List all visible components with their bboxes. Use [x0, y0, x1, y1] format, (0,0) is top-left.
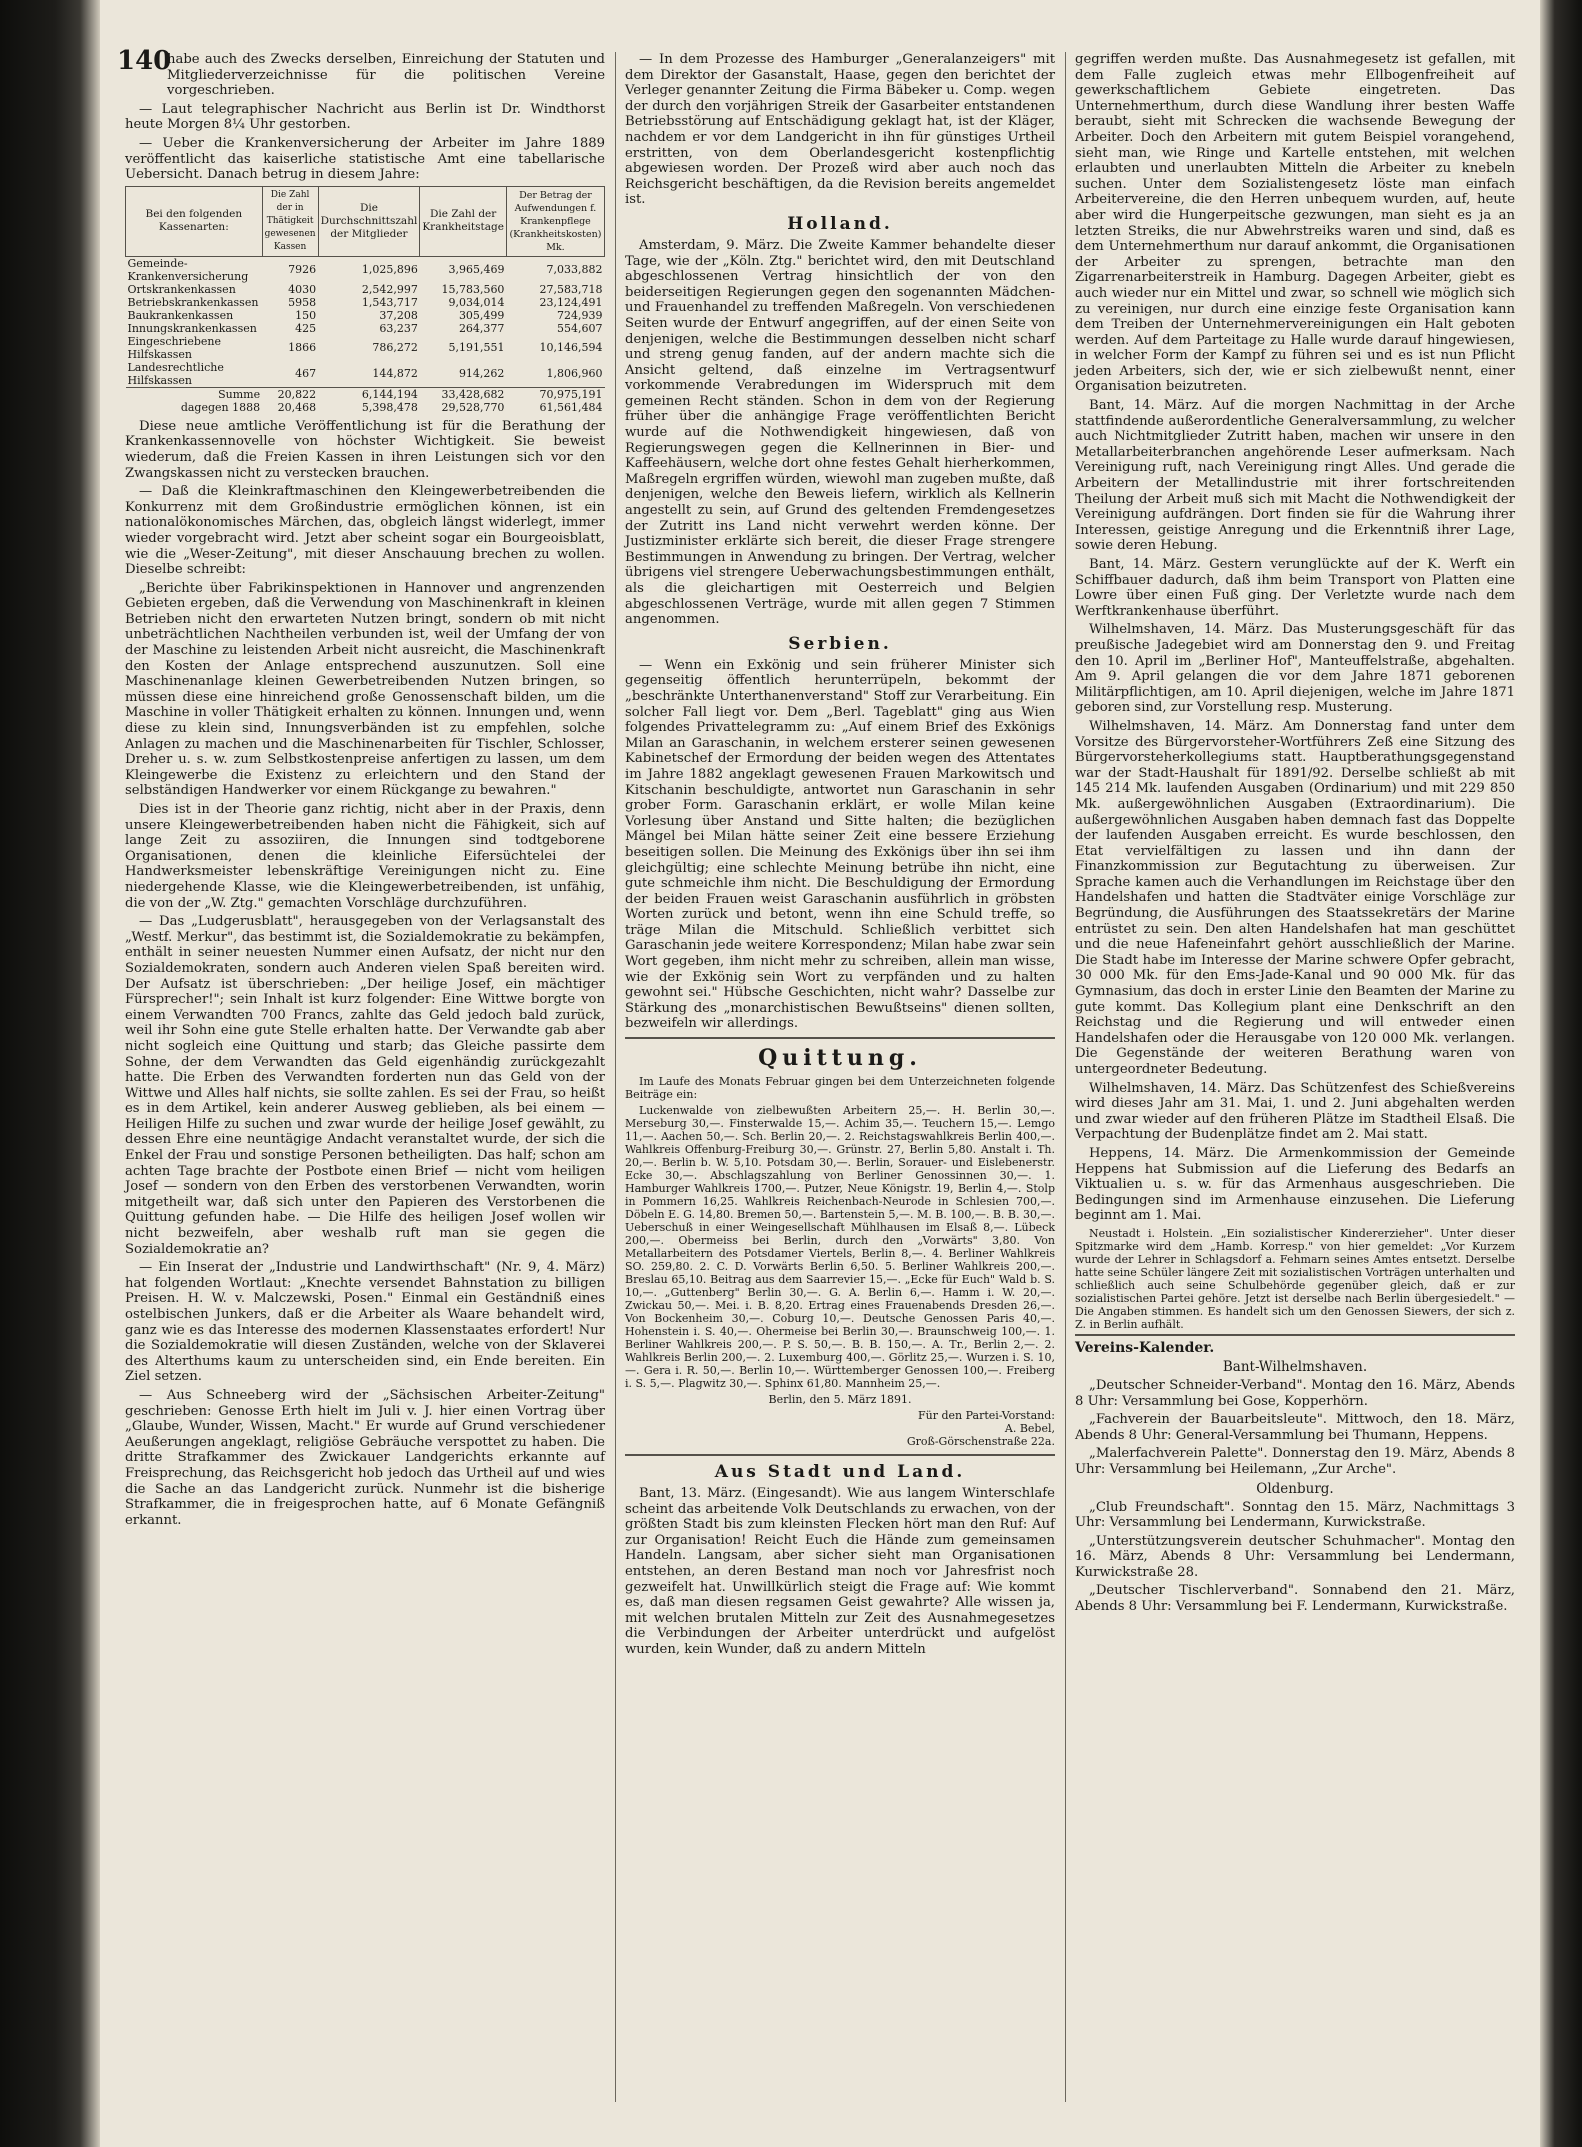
calendar-entry: „Malerfachverein Palette". Donnerstag den 19. März, Abends 8 Uhr: Versammlung bei Heilemann, „Zur Arche". — [1075, 1446, 1515, 1477]
calendar-entry: „Deutscher Schneider-Verband". Montag den 16. März, Abends 8 Uhr: Versammlung bei Gose, Kopperhörn. — [1075, 1377, 1515, 1409]
page-edge-shadow — [1540, 0, 1582, 2147]
section-heading-serbien: Serbien. — [788, 633, 892, 654]
paragraph: Diese neue amtliche Veröffentlichung ist für die Berathung der Krankenkassennovelle von höchster Wichtigkeit. Sie beweist wiederum, daß die Freien Kassen in ihren Leistungen sich vor den Zwangskassen nicht zu verstecken brauchen. — [125, 418, 605, 481]
page-number: 140 — [117, 46, 172, 76]
table-cell: 1,025,896 — [361, 263, 418, 277]
section-heading-quittung: Quittung. — [758, 1045, 922, 1072]
paragraph: Dies ist in der Theorie ganz richtig, nicht aber in der Praxis, denn unsere Kleingewerbetreibenden haben nicht die Fähigkeit, sich auf lange Zeit zu assoziiren, die Innungen sind todtgeborene Organisationen, denen die kleinliche Eifersüchtelei der Handwerksmeister lebenskräftige Vereinigungen nicht zu. Eine niedergehende Klasse, wie die Kleingewerbetreibenden, ist unfähig, die von der „W. Ztg." gemachten Vorschläge durchzuführen. — [125, 802, 605, 911]
paragraph: Bant, 14. März. Auf die morgen Nachmittag in der Arche stattfindende außerordentliche Generalversammlung, zu welcher auch Nichtmitglieder Zutritt haben, machen wir unsere in den Metallarbeiterbranchen angehörende Leser aufmerksam. Nach Vereinigung ruft, nach Vereinigung ringt Alles. Und gerade die Arbeitern der Metallindustrie mit ihrer fortschreitenden Theilung der Arbeit muß sich mit Macht die Nothwendigkeit der Vereinigung aufdrängen. Dort finden sie für die Wahrung ihrer Interessen, geistige Anregung und die Erkenntniß ihrer Lage, sowie deren Hebung. — [1075, 398, 1515, 554]
table-row — [126, 309, 605, 322]
paragraph: Im Laufe des Monats Februar gingen bei dem Unterzeichneten folgende Beiträge ein: — [625, 1075, 1055, 1102]
table-cell: 20,468 — [277, 400, 317, 414]
table-cell: 1866 — [288, 341, 317, 355]
paragraph: — Das „Ludgerusblatt", herausgegeben von der Verlagsanstalt des „Westf. Merkur", das bestimmt ist, die Sozialdemokratie zu bekämpfen, enthält in seiner neuesten Nummer einen Aufsatz, der nicht nur den Sozialdemokraten, sondern auch Anderen vielen Spaß bereiten wird. Der Aufsatz ist überschrieben: „Der heilige Josef, ein mächtiger Fürsprecher!"; sein Inhalt ist kurz folgender: Eine Wittwe borgte von einem Verwandten 700 Francs, zahlte das Geld jedoch bald zurück, weil ihr Sohn eine gute Stelle erhalten hatte. Der Verwandte gab aber nicht sogleich eine Quittung und starb; das Gleiche passirte dem Sohne, der dem Verwandten das Geld eigenhändig zurückgezahlt hatte. Die Erben des Verwandten forderten nun das Geld von der Wittwe und Alles half nichts, sie sollte zahlen. Es sei der Frau, so heißt es in dem Artikel, kein anderer Ausweg geblieben, als bei einem — Heiligen Hilfe zu suchen und zwar wurde der heilige Josef gewählt, zu dessen Ehre eine neuntägige Andacht veranstaltet wurde, der sich die Enkel der Frau und sonstige Personen betheiligten. Das half; schon am achten Tage brachte der Postbote einen Brief — nicht vom heiligen Josef — sondern von den Erben des verstorbenen Verwandten, worin mitgetheilt war, daß sich unter den Papieren des Verstorbenen die Quittung gefunden habe. — Die Hilfe des heiligen Josef wollen wir nicht bezweifeln, aber weshalb ruft man sie gegen die Sozialdemokratie an? — [125, 914, 605, 1257]
table-row — [126, 256, 605, 283]
table-cell: Innungskrankenkassen — [127, 321, 257, 335]
paragraph: Bant, 14. März. Gestern verunglückte auf der K. Werft ein Schiffbauer dadurch, daß ihm beim Transport von Platten eine Lowre über einen Fuß ging. Der Verletzte wurde nach dem Werftkrankenhause überführt. — [1075, 557, 1515, 619]
table-cell: Landesrechtliche Hilfskassen — [127, 360, 224, 387]
column-3 — [1075, 52, 1515, 1618]
table-cell: 23,124,491 — [539, 295, 603, 309]
quote-paragraph: „Berichte über Fabrikinspektionen in Hannover und angrenzenden Gebieten ergeben, daß die Verwendung von Maschinenkraft in kleinen Betrieben nicht den erwarteten Nutzen bringt, sondern ob mit nicht unbeträchtlichen Nachtheilen verbunden ist, weil der Umfang der von der Maschine zu leistenden Arbeit nicht ausreicht, die Maschinenkraft den Kosten der Anlage entsprechend auszunutzen. Soll eine Maschinenanlage kleinen Gewerbetreibenden Nutzen bringen, so müssen diese eine hinreichend große Genossenschaft bilden, um die Maschine in voller Thätigkeit erhalten zu können. Innungen und, wenn diese zu klein sind, Innungsverbänden ist zu empfehlen, solche Anlagen zu machen und die Maschinenarbeiten für Tischler, Schlosser, Dreher u. s. w. zum Selbstkostenpreise anfertigen zu lassen, um dem Kleingewerbe die Existenz zu erleichtern und den Stand der selbständigen Handwerker vor einem Rückgange zu bewahren." — [125, 580, 605, 799]
calendar-entry: „Club Freundschaft". Sonntag den 15. März, Nachmittags 3 Uhr: Versammlung bei Lendermann, Kurwickstraße. — [1075, 1499, 1515, 1531]
paragraph: Amsterdam, 9. März. Die Zweite Kammer behandelte dieser Tage, wie der „Köln. Ztg." berichtet wird, den mit Deutschland abgeschlossenen Vertrag hinsichtlich der von den beiderseitigen Regierungen gegen den sogenannten Mädchen- und Frauenhandel zu treffenden Maßregeln. Von verschiedenen Seiten wurde der Entwurf angegriffen, auf der einen Seite von denjenigen, welche die Bestimmungen desselben nicht scharf und streng genug fanden, auf der andern machte sich die Ansicht geltend, daß einzelne im Vertragsentwurf vorkommende Verabredungen im Widerspruch mit dem gemeinen Recht ständen. Schon in dem von der Regierung früher über die anhängige Frage veröffentlichten Bericht wurde auf die Nothwendigkeit hingewiesen, daß von Regierungswegen gegen die Kellnerinnen in Bier- und Kaffeehäusern, welche dort ohne festes Gehalt hierherkommen, Maßregeln ergriffen würden, wiewohl man zugeben mußte, daß denjenigen, welche den Beweis liefern, wirklich als Kellnerin angestellt zu sein, auf Grund des geltenden Fremdengesetzes der Zutritt ins Land nicht verwehrt werden könne. Der Justizminister erklärte sich bereit, die dieser Frage strengere Bestimmungen in Anwendung zu bringen. Der Vertrag, welcher übrigens viel strengere Ueberwachungsbestimmungen enthält, als die gleichartigen mit Oesterreich und Belgien abgeschlossenen Verträge, wurde mit allen gegen 7 Stimmen angenommen. — [625, 237, 1055, 628]
table-cell: 7,033,882 — [546, 263, 603, 277]
table-cell: 264,377 — [458, 321, 505, 335]
paragraph: — Laut telegraphischer Nachricht aus Berlin ist Dr. Windthorst heute Morgen 8¼ Uhr gestorben. — [125, 101, 605, 133]
paragraph: Neustadt i. Holstein. „Ein sozialistischer Kindererzieher". Unter dieser Spitzmarke wird dem „Hamb. Korresp." von hier gemeldet: „Vor Kurzem wurde der Lehrer in Schlagsdorf a. Fehmarn seines Amtes entsetzt. Derselbe hatte seine Schüler längere Zeit mit sozialistischen Vorträgen unterhalten und schließlich auch seine Schulbehörde gegenüber gleich, daß er zur sozialistischen Partei gehöre. Jetzt ist derselbe nach Berlin übergesiedelt." — Die Angaben stimmen. Es handelt sich um den Genossen Siewers, der sich z. Z. in Berlin aufhält. — [1075, 1226, 1515, 1331]
dateline: Berlin, den 5. März 1891. — [768, 1393, 912, 1407]
receipt-list — [625, 1075, 1055, 1406]
signature-name: A. Bebel, — [1004, 1422, 1055, 1436]
column-rule — [615, 52, 616, 2102]
calendar-entry: „Unterstützungsverein deutscher Schuhmacher". Montag den 16. März, Abends 8 Uhr: Versammlung bei Lendermann, Kurwickstraße 28. — [1075, 1533, 1515, 1580]
table-cell: 4030 — [288, 282, 317, 296]
table-cell: 20,822 — [262, 387, 318, 401]
table-cell: 554,607 — [557, 321, 603, 335]
table-row — [126, 335, 605, 361]
table-cell: 63,237 — [379, 321, 418, 335]
paragraph: Wilhelmshaven, 14. März. Das Schützenfest des Schießvereins wird dieses Jahr am 31. Mai, 1. und 2. Juni abgehalten werden und zwar wieder auf den früheren Plätze im Stadtheil Elsaß. Die Verpachtung der Budenplätze findet am 2. Mai statt. — [1075, 1080, 1515, 1143]
calendar-heading: Vereins-Kalender. — [1075, 1334, 1515, 1356]
paragraph: habe auch des Zwecks derselben, Einreichung der Statuten und Mitgliederverzeichnisse für die politischen Vereine vorgeschrieben. — [167, 52, 605, 99]
table-cell: 7926 — [288, 263, 317, 277]
table-cell: 1,806,960 — [546, 367, 603, 381]
table-cell: 425 — [295, 321, 317, 335]
column-2 — [625, 52, 1055, 1661]
table-cell: 786,272 — [372, 341, 418, 355]
calendar-entry: „Deutscher Tischlerverband". Sonnabend den 21. März, Abends 8 Uhr: Versammlung bei F. Lendermann, Kurwickstraße. — [1075, 1583, 1515, 1615]
table-cell: 61,561,484 — [539, 400, 603, 414]
table-row — [126, 283, 605, 296]
table-cell: 37,208 — [379, 308, 418, 322]
section-heading-stadt-und-land: Aus Stadt und Land. — [714, 1462, 966, 1483]
table-cell: 2,542,997 — [361, 282, 418, 296]
divider — [625, 1454, 1055, 1456]
signature-block — [625, 1409, 1055, 1448]
table-header: Bei den folgenden Kassenarten: — [126, 186, 263, 256]
table-cell: dagegen 1888 — [180, 400, 261, 414]
column-rule — [1065, 52, 1066, 2102]
table-cell: 5,191,551 — [448, 341, 505, 355]
divider — [625, 1037, 1055, 1039]
table-cell: 9,034,014 — [448, 295, 505, 309]
calendar-entry: „Fachverein der Bauarbeitsleute". Mittwoch, den 18. März, Abends 8 Uhr: General-Versammlung bei Thumann, Heppens. — [1075, 1412, 1515, 1443]
table-cell: 6,144,194 — [318, 387, 420, 401]
paragraph: — Daß die Kleinkraftmaschinen den Kleingewerbetreibenden die Konkurrenz mit dem Großindustrie ermöglichen können, ist ein nationalökonomisches Märchen, das, obgleich längst widerlegt, immer wieder vorgebracht wird. Jetzt aber scheint sogar ein Bourgeoisblatt, wie die „Weser-Zeitung", mit dieser Anschauung brechen zu wollen. Dieselbe schreibt: — [125, 484, 605, 578]
table-cell: 5958 — [288, 295, 317, 309]
table-cell: Baukrankenkassen — [127, 308, 234, 322]
signature-line: Für den Partei-Vorstand: — [918, 1409, 1055, 1423]
table-cell: 29,528,770 — [441, 400, 505, 414]
paragraph: Luckenwalde von zielbewußten Arbeitern 25,—. H. Berlin 30,—. Merseburg 30,—. Finsterwalde 15,—. Achim 35,—. Teuchern 15,—. Lemgo 11,—. Aachen 50,—. Sch. Berlin 20,—. 2. Reichstagswahlkreis Berlin 400,—. Wahlkreis Offenburg-Freiburg 30,—. Grünstr. 27, Berlin 5,80. Anstalt i. Th. 20,—. Berlin b. W. 5,10. Potsdam 30,—. Berlin, Sorauer- und Eislebenerstr. Ecke 30,—. Abschlagszahlung von Berliner Genossinnen 30,—. 1. Hamburger Wahlkreis 1700,—. Putzer, Neue Königstr. 19, Berlin 4,—. Stolp in Pommern 16,25. Wahlkreis Reichenbach-Neurode in Schlesien 700,—. Döbeln E. G. 14,80. Bremen 50,—. Bartenstein 5,—. M. B. 100,—. B. B. 30,—. Ueberschuß in einer Weingesellschaft Mühlhausen im Elsaß 8,—. Lübeck 200,—. Obermeiss bei Berlin, durch den „Vorwärts" 3,80. Von Metallarbeitern des Potsdamer Viertels, Berlin 8,—. 4. Berliner Wahlkreis SO. 259,80. 2. C. D. Vorwärts Berlin 6,50. 5. Berliner Wahlkreis 200,—. Breslau 65,10. Beitrag aus dem Saarrevier 15,—. „Ecke für Euch" Wald b. S. 10,—. „Guttenberg" Berlin 30,—. G. A. Berlin 6,—. Hamm i. W. 20,—. Zwickau 50,—. Mei. i. B. 8,20. Ertrag eines Frauenabends Dresden 26,—. Von Bockenheim 30,—. Coburg 10,—. Deutsche Genossen Paris 40,—. Hohenstein i. S. 40,—. Ohermeise bei Berlin 30,—. Braunschweig 100,—. 1. Berliner Wahlkreis 200,—. P. S. 50,—. B. B. 150,—. A. Tr., Berlin 2,—. 2. Wahlkreis Berlin 200,—. 2. Luxemburg 400,—. Görlitz 25,—. Wurzen i. S. 10,—. Gera i. R. 50,—. Berlin 10,—. Württemberger Genossen 100,—. Freiberg i. S. 5,—. Plagwitz 30,—. Sphinx 61,80. Mannheim 25,—. — [625, 1104, 1055, 1391]
paragraph: — Wenn ein Exkönig und sein früherer Minister sich gegenseitig öffentlich herunterrüpeln, bekommt der „beschränkte Unterthanenverstand" Stoff zur Verarbeitung. Ein solcher Fall liegt vor. Dem „Berl. Tageblatt" ging aus Wien folgendes Privattelegramm zu: „Auf einem Brief des Exkönigs Milan an Garaschanin, in welchem ersterer seinen gewesenen Kabinetschef der Ermordung der beiden wegen des Attentates im Jahre 1882 angeklagt gewesenen Frauen Markowitsch und Kitschanin beschuldigte, antwortet nun Garaschanin in sehr grober Form. Garaschanin erklärt, er wolle Milan keine Vorlesung über Anstand und Sitte halten; die bezüglichen Mängel bei Milan hätte seiner Zeit eine bessere Erziehung beseitigen sollen. Die Meinung des Exkönigs über ihn sei ihm gleichgültig; eine schlechte Meinung betrübe ihn nicht, eine gute schmeichle ihm nicht. Die Beschuldigung der Ermordung der beiden Frauen weist Garaschanin ausführlich in gröbsten Worten zurück und betont, wenn ihn eine Schuld treffe, so träge Milan die Mitschuld. Schließlich verbittet sich Garaschanin jede weitere Korrespondenz; Milan habe zwar sein Wort gegeben, ihm nicht mehr zu schreiben, allein man wisse, wie der Exkönig sein Wort zu verpfänden und zu halten gewohnt sei." Hübsche Geschichten, nicht wahr? Dasselbe zur Stärkung des „monarchistischen Bewußtseins" dienen sollten, bezweifeln wir allerdings. — [625, 657, 1055, 1032]
column-1 — [117, 46, 605, 1531]
table-cell: Summe — [126, 387, 263, 401]
table-cell: 144,872 — [372, 367, 418, 381]
signature-address: Groß-Görschenstraße 22a. — [906, 1435, 1055, 1449]
paragraph: — Ein Inserat der „Industrie und Landwirthschaft" (Nr. 9, 4. März) hat folgenden Wortlaut: „Knechte versendet Bahnstation zu billigen Preisen. H. W. v. Malczewski, Posen." Einmal ein Geständniß eines ostelbischen Junkers, daß er die Arbeiter als Waare behandelt wird, ganz wie es das Interesse des modernen Klassenstaates erfordert! Nur die Sozialdemokratie will diesen Zuständen, welche von der Sklaverei des Alterthums kaum zu unterscheiden sind, ein Ende bereiten. Ein Ziel setzen. — [125, 1260, 605, 1385]
table-header: Die Zahl der Krankheitstage — [420, 186, 507, 256]
section-heading-holland: Holland. — [787, 213, 893, 234]
table-cell: 15,783,560 — [441, 282, 505, 296]
statistics-table — [125, 186, 605, 414]
table-cell: 914,262 — [458, 367, 505, 381]
table-cell: 5,398,478 — [361, 400, 418, 414]
table-previous-row — [126, 401, 605, 414]
paragraph: Wilhelmshaven, 14. März. Am Donnerstag fand unter dem Vorsitze des Bürgervorsteher-Wortführers Zeß eine Sitzung des Bürgervorsteherkollegiums statt. Hauptberathungsgegenstand war der Stadt-Haushalt für 1891/92. Derselbe schließt ab mit 145 214 Mk. laufenden Ausgaben (Ordinarium) und mit 229 850 Mk. außergewöhnlichen Ausgaben (Extraordinarium). Die außergewöhnlichen Ausgaben haben demnach fast das Doppelte der laufenden Ausgaben erreicht. Es wurde beschlossen, den Etat vervielfältigen zu lassen und ihn dann der Finanzkommission zur Begutachtung zu überweisen. Zur Sprache kamen auch die Verhandlungen im Reichstage über den Handelshafen und hatten die Stadtväter einige Vorschläge zur Begründung, die Ausführungen des Staatssekretärs der Marine entrüstet zu sein. Den alten Handelshafen hat man geschüttet und die neue Hafeneinfahrt gehört ausschließlich der Marine. Die Stadt habe im Interesse der Marine schwere Opfer gebracht, 30 000 Mk. für den Ems-Jade-Kanal und 90 000 Mk. für das Gymnasium, das doch in erster Linie den Beamten der Marine zu gute kommt. Das Kollegium plant eine Denkschrift an den Reichstag und die Regierung und will entweder einen Handelshafen oder die Herausgabe von 120 000 Mk. verlangen. Die Gegenstände der weiteren Berathung waren von untergeordneter Bedeutung. — [1075, 718, 1515, 1077]
table-cell: 10,146,594 — [539, 341, 603, 355]
paragraph: Wilhelmshaven, 14. März. Das Musterungsgeschäft für das preußische Jadegebiet wird am Donnerstag den 9. und Freitag den 10. April im „Berliner Hof", Manteuffelstraße, abgehalten. Am 9. April gelangen die vor dem Jahre 1871 geborenen Militärpflichtigen, am 10. April diejenigen, welche im Jahre 1871 geboren sind, zur Vorstellung resp. Musterung. — [1075, 622, 1515, 716]
paragraph: Bant, 13. März. (Eingesandt). Wie aus langem Winterschlafe scheint das arbeitende Volk Deutschlands zu erwachen, von der größten Stadt bis zum kleinsten Flecken hört man den Ruf: Auf zur Organisation! Reicht Euch die Hände zum gemeinsamen Handeln. Langsam, aber sicher sieht man Organisationen entstehen, an deren Bestand man noch vor Jahresfrist noch gezweifelt hat. Unwillkürlich steigt die Frage auf: Wie kommt es, daß man diesen regsamen Geist gewahrte? Alle wissen ja, mit welchen brutalen Mitteln zur Zeit des Ausnahmegesetzes die Verbindungen der Arbeiter unterdrückt und aufgelöst wurden, kein Wunder, daß zu andern Mitteln — [625, 1486, 1055, 1657]
table-sum-row — [126, 387, 605, 401]
table-cell: 3,965,469 — [448, 263, 505, 277]
paragraph: gegriffen werden mußte. Das Ausnahmegesetz ist gefallen, mit dem Falle zugleich etwas mehr Ellbogenfreiheit auf gewerkschaftlichem Gebiete eingetreten. Das Unternehmerthum, durch diese Wandlung ihrer besten Waffe beraubt, sieht mit Schrecken die wachsende Bewegung der Arbeiter. Doch den Arbeitern mit gutem Beispiel vorangehend, sieht man, wie Ringe und Kartelle entstehen, mit welchen erlaubten und unerlaubten Mitteln die Arbeiter zu knebeln suchen. Unter dem Sozialistengesetz löste man einfach Arbeitervereine, die den Herren unbequem wurden, auf, heute aber wird die Hungerpeitsche gezwungen, man sieht es ja an letzten Streiks, die nur Abwehrstreiks waren und sind, daß es dem Unternehmerthum nur darauf ankommt, die Organisationen der Arbeiter zu sprengen, betrachte man den Zigarrenarbeiterstreik in Hamburg. Dagegen Arbeiter, giebt es auch wieder nur ein Mittel und zwar, so schnell wie möglich sich zu vereinigen, nur durch eine einzige feste Organisation kann dem Treiben der Unternehmervereinigungen ein Halt geboten werden. Auf dem Parteitage zu Halle wurde darauf hingewiesen, in welcher Form der Kampf zu führen sei und es ist nun Pflicht jeden Arbeiters, sich der, wie er sich zielbewußt nennt, einer Organisation beizutreten. — [1075, 52, 1515, 395]
paragraph: — Ueber die Krankenversicherung der Arbeiter im Jahre 1889 veröffentlicht das kaiserliche statistische Amt eine tabellarische Uebersicht. Danach betrug in diesem Jahre: — [125, 135, 605, 183]
table-header: Die Zahl der in Thätigkeit gewesenen Kassen — [262, 186, 318, 256]
table-header: Die Durchschnittszahl der Mitglieder — [318, 186, 420, 256]
table-cell: Gemeinde-Krankenversicherung — [127, 256, 249, 283]
paragraph: Heppens, 14. März. Die Armenkommission der Gemeinde Heppens hat Submission auf die Lieferung des Bedarfs an Viktualien u. s. w. für das Armenhaus ausgeschrieben. Die Bedingungen sind im Armenhause einzusehen. Die Lieferung beginnt am 1. Mai. — [1075, 1145, 1515, 1224]
book-binding-shadow — [0, 0, 100, 2147]
table-row — [126, 296, 605, 309]
table-cell: 27,583,718 — [539, 282, 603, 296]
table-cell: Ortskrankenkassen — [127, 282, 236, 296]
table-header: Der Betrag der Aufwendungen f. Krankenpflege (Krankheitskosten) Mk. — [506, 186, 604, 256]
table-row — [126, 361, 605, 388]
table-cell: 33,428,682 — [420, 387, 507, 401]
table-cell: 1,543,717 — [361, 295, 418, 309]
table-cell: 724,939 — [557, 308, 603, 322]
table-cell: Betriebskrankenkassen — [127, 295, 259, 309]
calendar-subheading: Oldenburg. — [1256, 1480, 1334, 1497]
table-cell: 467 — [295, 367, 317, 381]
calendar-subheading: Bant-Wilhelmshaven. — [1222, 1358, 1368, 1375]
table-cell: 150 — [295, 308, 317, 322]
table-cell: 305,499 — [458, 308, 505, 322]
table-cell: 70,975,191 — [506, 387, 604, 401]
paragraph: — In dem Prozesse des Hamburger „Generalanzeigers" mit dem Direktor der Gasanstalt, Haase, gegen den berichtet der Verleger genannter Zeitung die Firma Bäbeker u. Comp. wegen der durch den vorjährigen Streik der Gasarbeiter entstandenen Betriebsstörung auf Entschädigung geklagt hat, ist der Kläger, nachdem er vor dem Landgericht in ihn für günstiges Urtheil erstritten, von dem Oberlandesgericht kostenpflichtig abgewiesen worden. Der Prozeß wird aber auch noch das Reichsgericht beschäftigen, da die Revision bereits angemeldet ist. — [625, 52, 1055, 208]
newspaper-page — [115, 46, 1525, 2122]
table-row — [126, 322, 605, 335]
paragraph: — Aus Schneeberg wird der „Sächsischen Arbeiter-Zeitung" geschrieben: Genosse Erth hielt im Juli v. J. hier einen Vortrag über „Glaube, Wunder, Wissen, Macht." Er wurde auf Grund verschiedener Aeußerungen angeklagt, religiöse Gebräuche verspottet zu haben. Die dritte Strafkammer des Zwickauer Landgerichts erkannte auf Freisprechung, das Reichsgericht hob jedoch das Urtheil auf und wies die Sache an das Landgericht zurück. Nunmehr ist die bisherige Strafkammer, die in freigesprochen hatte, auf 6 Monate Gefängniß erkannt. — [125, 1387, 605, 1528]
table-cell: Eingeschriebene Hilfskassen — [127, 334, 222, 361]
news-item-small — [1075, 1227, 1515, 1331]
